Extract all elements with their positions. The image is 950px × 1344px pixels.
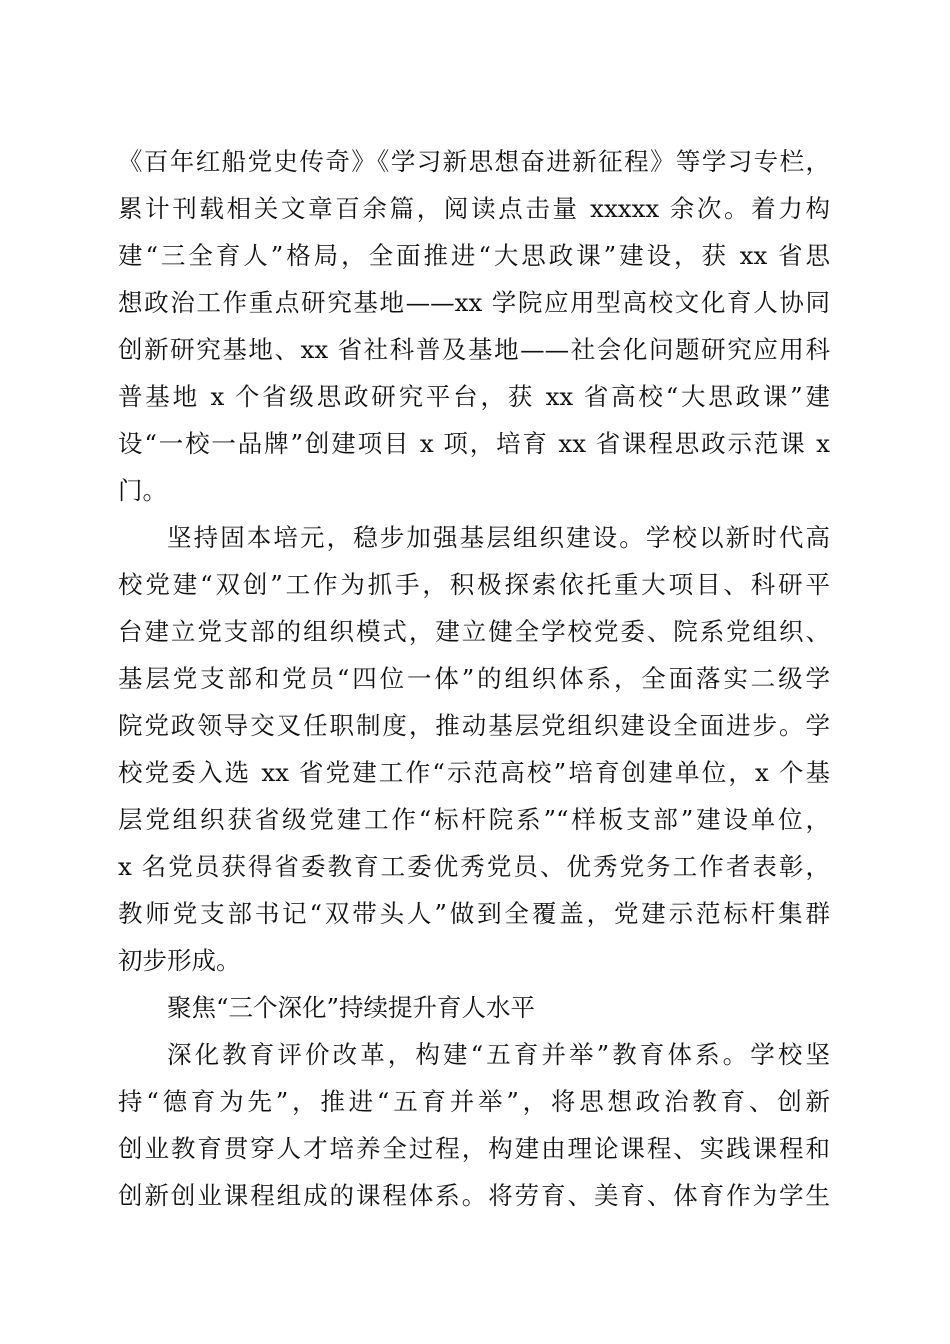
text-line: 层党组织获省级党建工作“标杆院系”“样板支部”建设单位， xyxy=(118,805,830,834)
text-line: 门。 xyxy=(118,476,167,505)
text-line: 设“一校一品牌”创建项目 x 项，培育 xx 省课程思政示范课 x xyxy=(118,429,830,458)
text-line: 创新研究基地、xx 省社科普及基地——社会化问题研究应用科 xyxy=(118,335,830,364)
text-line: 普基地 x 个省级思政研究平台，获 xx 省高校“大思政课”建 xyxy=(118,382,830,411)
section-heading xyxy=(118,984,830,1031)
text-line: 累计刊载相关文章百余篇，阅读点击量 xxxxx 余次。着力构 xyxy=(118,194,830,223)
text-line: 创新创业课程组成的课程体系。将劳育、美育、体育作为学生 xyxy=(118,1181,830,1210)
text-line: 台建立党支部的组织模式，建立健全学校党委、院系党组织、 xyxy=(118,617,830,646)
text-line: 坚持固本培元，稳步加强基层组织建设。学校以新时代高 xyxy=(167,523,830,552)
text-line: 想政治工作重点研究基地——xx 学院应用型高校文化育人协同 xyxy=(118,288,830,317)
paragraph-party-organization xyxy=(118,514,830,984)
text-line: 创业教育贯穿人才培养全过程，构建由理论课程、实践课程和 xyxy=(118,1134,830,1163)
text-line: 校党建“双创”工作为抓手，积极探索依托重大项目、科研平 xyxy=(118,570,830,599)
document-body xyxy=(118,138,830,1219)
text-line: x 名党员获得省委教育工委优秀党员、优秀党务工作者表彰， xyxy=(118,852,830,881)
text-line: 持“德育为先”，推进“五育并举”，将思想政治教育、创新 xyxy=(118,1087,830,1116)
text-line: 院党政领导交叉任职制度，推动基层党组织建设全面进步。学 xyxy=(118,711,830,740)
text-line: 深化教育评价改革，构建“五育并举”教育体系。学校坚 xyxy=(167,1040,830,1069)
text-line: 基层党支部和党员“四位一体”的组织体系，全面落实二级学 xyxy=(118,664,830,693)
paragraph-education-reform xyxy=(118,1031,830,1219)
heading-text: 聚焦“三个深化”持续提升育人水平 xyxy=(167,993,536,1022)
paragraph-platforms xyxy=(118,138,830,514)
text-line: 校党委入选 xx 省党建工作“示范高校”培育创建单位，x 个基 xyxy=(118,758,830,787)
text-line: 《百年红船党史传奇》《学习新思想奋进新征程》等学习专栏， xyxy=(118,147,830,176)
text-line: 初步形成。 xyxy=(118,946,241,975)
text-line: 教师党支部书记“双带头人”做到全覆盖，党建示范标杆集群 xyxy=(118,899,830,928)
text-line: 建“三全育人”格局，全面推进“大思政课”建设，获 xx 省思 xyxy=(118,241,830,270)
